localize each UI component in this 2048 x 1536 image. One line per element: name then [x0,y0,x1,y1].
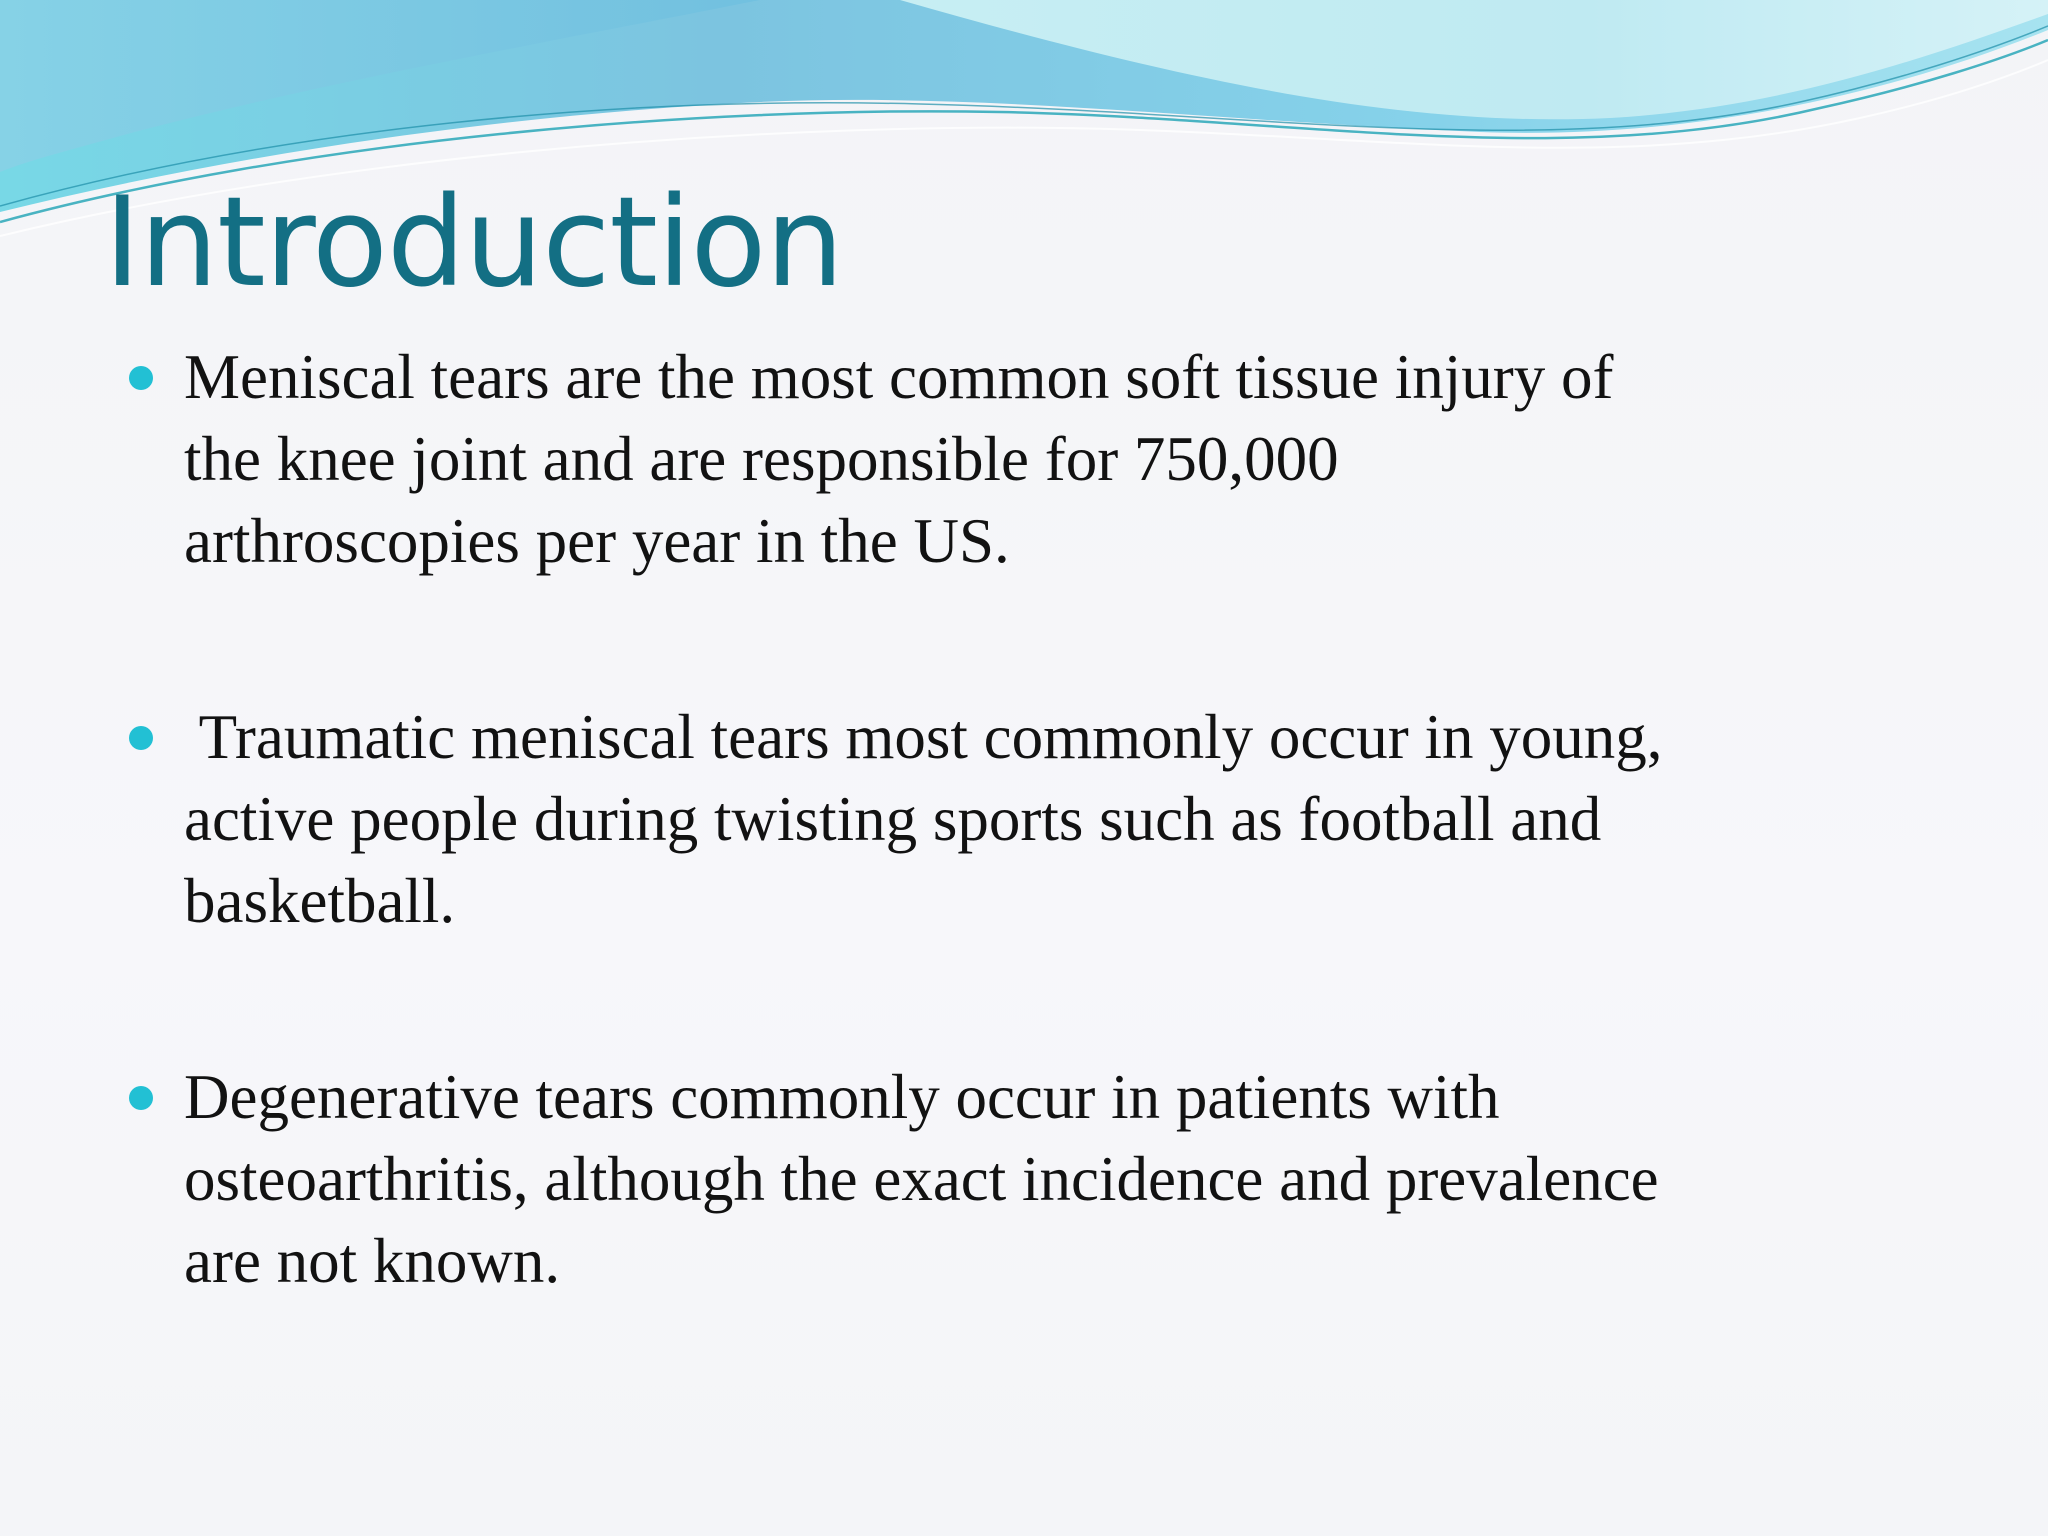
bullet-text-line: osteoarthritis, although the exact incidence and prevalence [184,1144,1659,1214]
bullet-text-line: Meniscal tears are the most common soft tissue injury of [184,342,1614,412]
bullet-text-line: active people during twisting sports such as football and [184,784,1602,854]
bullet-text-line: basketball. [184,866,456,936]
bullet-text-line: are not known. [184,1226,561,1296]
bullet-text-line: Traumatic meniscal tears most commonly occur in young, [184,702,1663,772]
bullet-item [184,696,1944,942]
bullet-text-line: arthroscopies per year in the US. [184,506,1010,576]
bullet-item [184,336,1944,582]
bullet-item [184,1056,1944,1302]
bullet-dot-icon [129,726,153,750]
bullet-text-line: Degenerative tears commonly occur in patients with [184,1062,1500,1132]
bullet-text-line: the knee joint and are responsible for 750,000 [184,424,1339,494]
slide-title: Introduction [104,171,843,315]
bullet-dot-icon [129,366,153,390]
bullet-dot-icon [129,1086,153,1110]
